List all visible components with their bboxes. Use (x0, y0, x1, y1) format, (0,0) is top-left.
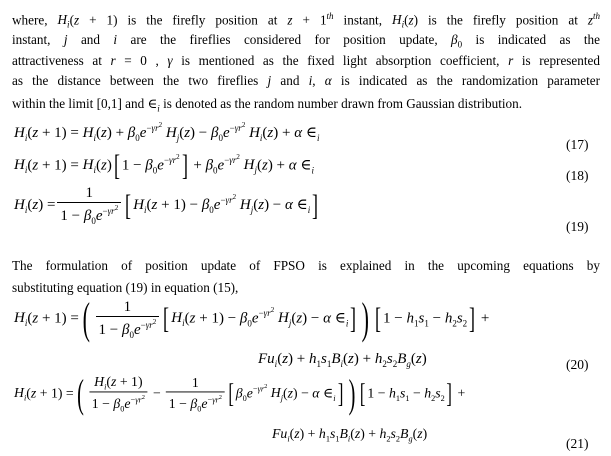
para2-line1: The formulation of position update of FPSO is explained in the upcoming equations by (12, 258, 600, 273)
para2-line2: substituting equation (19) in equation (15), (12, 280, 239, 295)
para1-line1: where, $H_i(z + 1)$ is the firefly position at z + 1th instant, $H_i(z)$ is the firefly position at $z^{th}$ (12, 11, 601, 31)
equation-21-line2: $Fu_i(z) + h_1s_1B_i(z) + h_2s_2B_g(z)$ (272, 427, 428, 444)
equation-21-line1: $H_i(z + 1)$ =( $\frac{H_i(z + 1)}{1 - \beta_0e^{-\gamma r^2}}$ − $\frac{1}{1 - \beta_0e^{-\gamma r^2}}$ [ $\beta_0e^{-\gamma r^2}$ $H_j(z) - \alpha$ $\in_i$] ) [ $1 - h_1s_1 - h_2s_2$] + (14, 371, 466, 417)
para1-line4: as the distance between the two fireflies j and i, α is indicated as the randomization parameter (12, 73, 601, 88)
equation-number-20: (20) (566, 357, 589, 372)
equation-number-19: (19) (566, 219, 589, 234)
equation-18: $H_i(z + 1) = H_i(z)$[ $1 - \beta_0e^{-\gamma r^2}] + \beta_0e^{-\gamma r^2}$ $H_j(z) + \alpha$ $\in_i$ (14, 149, 315, 182)
para1-line2: instant, j and i are the fireflies considered for position update, $\beta_0$ is indicated as the (12, 32, 600, 50)
equation-number-18: (18) (566, 168, 589, 183)
equation-20-line2: $Fu_i(z) + h_1s_1B_i(z) + h_2s_2B_g(z)$ (258, 351, 427, 369)
equation-19: $H_i(z)$ = $\frac{1}{1 - \beta_0e^{-\gamma r^2}}$ [ $H_i(z + 1) - \beta_0e^{-\gamma r^2}$ $H_j(z) - \alpha$ $\in_i$] (14, 185, 319, 226)
equation-20-line1: $H_i(z + 1)$ =( $\frac{1}{1 - \beta_0e^{-\gamma r^2}}$ [ $H_i(z + 1) - \beta_0e^{-\gamma r^2}$ $H_j(z) - \alpha$ $\in_i$] ) [ $1 - h_1s_1 - h_2s_2$] + (14, 294, 490, 343)
equation-17: $H_i(z + 1) = H_i(z) + \beta_0e^{-\gamma r^2}$ $H_j(z) - \beta_0e^{-\gamma r^2}$ $H_i(z) + \alpha$ $\in_i$ (14, 121, 320, 143)
equation-number-17: (17) (566, 137, 589, 152)
equation-number-21: (21) (566, 436, 589, 451)
para1-line5: within the limit [0,1] and $\in_i$ is denoted as the random number drawn from Gaussian distribution. (12, 96, 523, 114)
para1-line3: attractiveness at r = 0 , γ is mentioned as the fixed light absorption coefficient, r is represented (12, 53, 600, 68)
